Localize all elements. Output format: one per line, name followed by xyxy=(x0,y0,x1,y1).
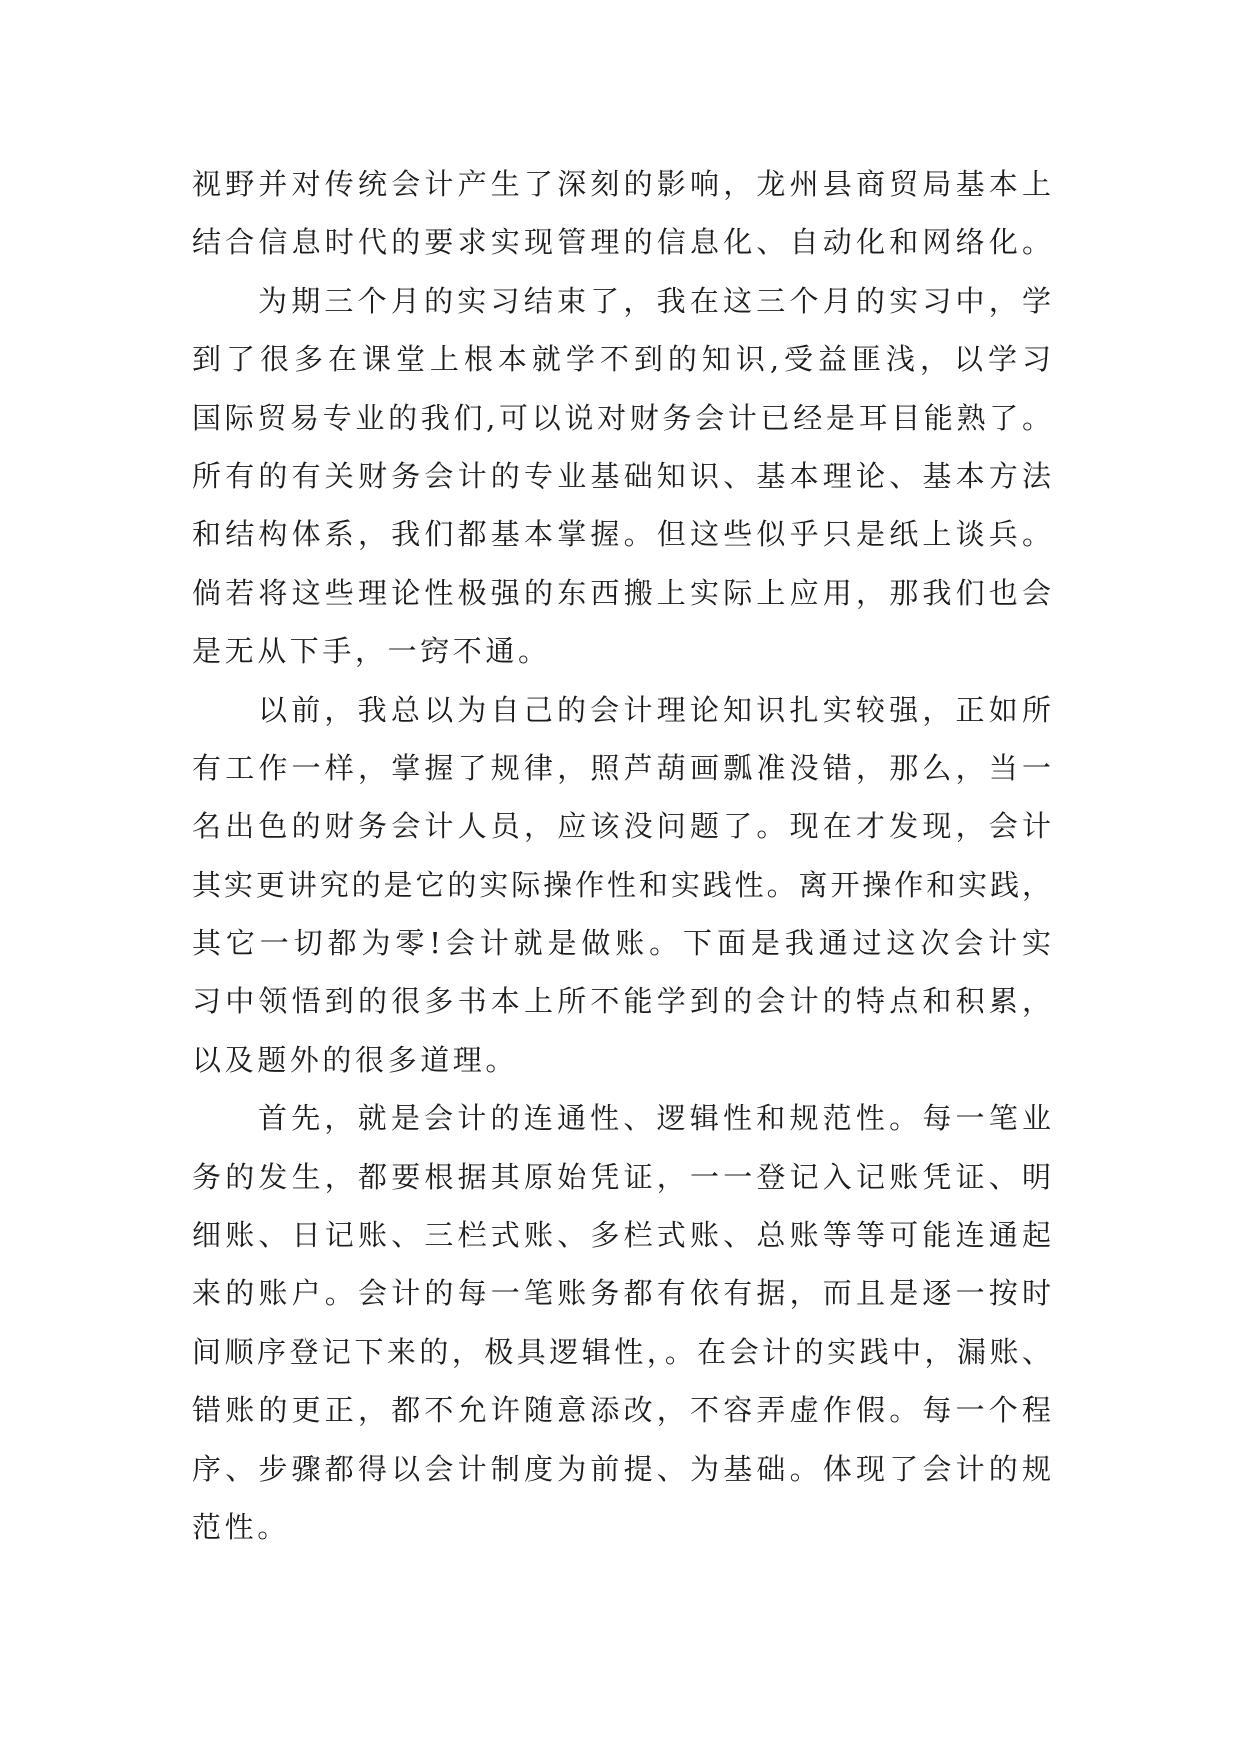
text-line: 是无从下手，一窍不通。 xyxy=(192,634,551,669)
text-line: 间顺序登记下来的，极具逻辑性，。在会计的实践中，漏账、 xyxy=(192,1334,1052,1369)
paragraph xyxy=(192,155,1052,272)
text-line: 倘若将这些理论性极强的东西搬上实际上应用，那我们也会 xyxy=(192,575,1052,610)
text-line: 来的账户。会计的每一笔账务都有依有据，而且是逐一按时 xyxy=(192,1276,1052,1311)
text-line: 和结构体系，我们都基本掌握。但这些似乎只是纸上谈兵。 xyxy=(192,517,1052,552)
text-line: 名出色的财务会计人员，应该没问题了。现在才发现，会计 xyxy=(192,809,1052,844)
text-line: 范性。 xyxy=(192,1509,290,1544)
text-line: 有工作一样，掌握了规律，照芦葫画瓢准没错，那么，当一 xyxy=(192,750,1052,785)
text-line: 其它一切都为零!会计就是做账。下面是我通过这次会计实 xyxy=(192,926,1052,961)
text-line: 以前，我总以为自己的会计理论知识扎实较强，正如所 xyxy=(258,692,1052,727)
paragraph xyxy=(192,272,1052,681)
paragraph xyxy=(192,1089,1052,1556)
text-line: 为期三个月的实习结束了，我在这三个月的实习中，学 xyxy=(258,283,1052,318)
paragraph xyxy=(192,681,1052,1090)
document-body xyxy=(192,155,1052,1556)
text-line: 视野并对传统会计产生了深刻的影响，龙州县商贸局基本上 xyxy=(192,167,1052,201)
text-line: 务的发生，都要根据其原始凭证，一一登记入记账凭证、明 xyxy=(192,1159,1052,1194)
text-line: 国际贸易专业的我们,可以说对财务会计已经是耳目能熟了。 xyxy=(192,400,1052,435)
text-line: 首先，就是会计的连通性、逻辑性和规范性。每一笔业 xyxy=(258,1101,1052,1136)
text-line: 所有的有关财务会计的专业基础知识、基本理论、基本方法 xyxy=(192,458,1052,493)
text-line: 以及题外的很多道理。 xyxy=(192,1042,519,1077)
text-line: 到了很多在课堂上根本就学不到的知识,受益匪浅，以学习 xyxy=(192,342,1052,377)
text-line: 细账、日记账、三栏式账、多栏式账、总账等等可能连通起 xyxy=(192,1218,1052,1253)
text-line: 错账的更正，都不允许随意添改，不容弄虚作假。每一个程 xyxy=(192,1393,1052,1428)
text-line: 其实更讲究的是它的实际操作性和实践性。离开操作和实践， xyxy=(192,867,1052,902)
text-line: 习中领悟到的很多书本上所不能学到的会计的特点和积累， xyxy=(192,984,1052,1019)
text-line: 结合信息时代的要求实现管理的信息化、自动化和网络化。 xyxy=(192,225,1052,260)
text-line: 序、步骤都得以会计制度为前提、为基础。体现了会计的规 xyxy=(192,1451,1052,1486)
